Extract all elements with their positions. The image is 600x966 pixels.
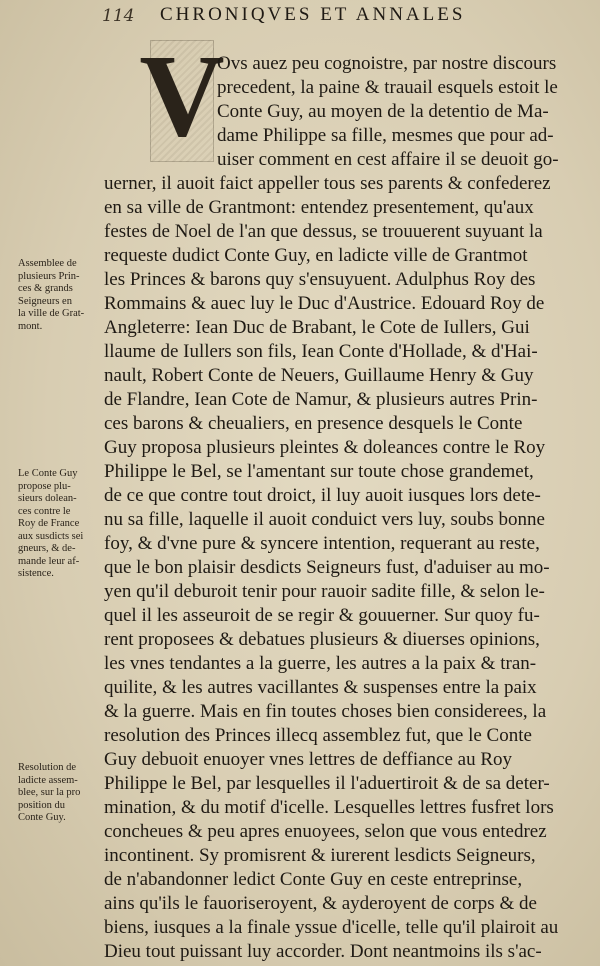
text-line: & la guerre. Mais en fin toutes choses bien considerees, la bbox=[104, 701, 547, 722]
text-line: dame Philippe sa fille, mesmes que pour ad- bbox=[217, 125, 554, 146]
text-line: Conte Guy, au moyen de la detentio de Ma- bbox=[217, 101, 549, 122]
text-line: resolution des Princes illecq assemblez fut, que le Conte bbox=[104, 725, 532, 746]
text-line: mination, & du motif d'icelle. Lesquelles lettres fusfret lors bbox=[104, 797, 554, 818]
text-line: Philippe le Bel, par lesquelles il l'aduertiroit & de sa deter- bbox=[104, 773, 550, 794]
text-line: concheues & peu apres enuoyees, selon que vous entedrez bbox=[104, 821, 547, 842]
margin-note-line: Conte Guy. bbox=[18, 812, 66, 823]
text-line: ains qu'ils le fauoriseroyent, & ayderoyent de corps & de bbox=[104, 893, 537, 914]
text-line: precedent, la paine & trauail esquels estoit le bbox=[217, 77, 558, 98]
margin-note-line: ces & grands bbox=[18, 283, 73, 294]
text-line: incontinent. Sy promisrent & iurerent lesdicts Seigneurs, bbox=[104, 845, 536, 866]
text-line: Guy debuoit enuoyer vnes lettres de deffiance au Roy bbox=[104, 749, 513, 770]
text-line: quilite, & les autres vacillantes & suspenses entre la paix bbox=[104, 677, 537, 698]
text-line: foy, & d'vne pure & syncere intention, requerant au reste, bbox=[104, 533, 540, 554]
margin-note-line: mande leur af- bbox=[18, 555, 80, 567]
text-line: que le bon plaisir desdicts Seigneurs fust, d'aduiser au mo- bbox=[104, 557, 550, 578]
margin-note-line: propose plu- bbox=[18, 480, 71, 492]
text-line: Guy proposa plusieurs pleintes & doleances contre le Roy bbox=[104, 437, 546, 458]
text-line: Rommains & auec luy le Duc d'Austrice. Edouard Roy de bbox=[104, 293, 545, 314]
text-line: requeste dudict Conte Guy, en ladicte ville de Grantmot bbox=[104, 245, 528, 266]
text-line: Angleterre: Iean Duc de Brabant, le Cote de Iullers, Gui bbox=[104, 317, 530, 338]
margin-note-line: ladicte assem- bbox=[18, 774, 78, 786]
margin-note-resolution bbox=[18, 762, 80, 825]
text-line: llaume de Iullers son fils, Iean Conte d'Hollade, & d'Hai- bbox=[104, 341, 538, 362]
margin-note-line: blee, sur la pro bbox=[18, 787, 81, 798]
decorated-initial: V bbox=[139, 30, 225, 161]
text-line: uiser comment en cest affaire il se deuoit go- bbox=[217, 149, 559, 170]
text-line: yen qu'il deburoit tenir pour rauoir sadite fille, & selon le- bbox=[104, 581, 545, 602]
text-line: Dieu tout puissant luy accorder. Dont neantmoins ils s'ac- bbox=[104, 941, 542, 962]
margin-note-grievances bbox=[18, 468, 83, 581]
text-line: rent proposees & debatues plusieurs & diuerses opinions, bbox=[104, 629, 540, 650]
margin-note-line: Assemblee de bbox=[18, 258, 77, 269]
text-line: Ovs auez peu cognoistre, par nostre discours bbox=[217, 53, 557, 74]
page-number: 114 bbox=[102, 6, 135, 26]
text-line: les vnes tendantes a la guerre, les autres a la paix & tran- bbox=[104, 653, 537, 674]
margin-note-assembly bbox=[18, 258, 84, 333]
text-line: de ce que contre tout droict, il luy auoit iusques lors dete- bbox=[104, 485, 541, 506]
text-line: uerner, il auoit faict appeller tous ses parents & confederez bbox=[104, 173, 551, 194]
text-line: quel il les asseuroit de se regir & gouuerner. Sur quoy fu- bbox=[104, 605, 540, 626]
text-line: festes de Noel de l'an que dessus, se trouuerent suyuant la bbox=[104, 221, 543, 242]
text-line: de Flandre, Iean Cote de Namur, & plusieurs autres Prin- bbox=[104, 389, 538, 410]
margin-note-line: Le Conte Guy bbox=[18, 468, 78, 479]
margin-note-line: mont. bbox=[18, 320, 43, 332]
margin-note-line: Seigneurs en bbox=[18, 295, 72, 307]
text-line: nu sa fille, laquelle il auoit conduict vers luy, soubs bonne bbox=[104, 509, 545, 530]
text-line: de n'abandonner ledict Conte Guy en ceste entreprinse, bbox=[104, 869, 523, 890]
text-line: en sa ville de Grantmont: entendez presentement, qu'aux bbox=[104, 197, 534, 218]
margin-note-line: plusieurs Prin- bbox=[18, 270, 80, 282]
margin-note-line: aux susdicts sei bbox=[18, 530, 84, 542]
running-title: CHRONIQVES ET ANNALES bbox=[160, 4, 466, 25]
margin-note-line: position du bbox=[18, 799, 65, 811]
text-line: biens, iusques a la finale yssue d'icelle, telle qu'il plairoit au bbox=[104, 917, 559, 938]
margin-note-line: sieurs dolean- bbox=[18, 493, 77, 504]
margin-note-line: Roy de France bbox=[18, 518, 80, 529]
margin-note-line: la ville de Grat- bbox=[18, 308, 85, 319]
text-line: Philippe le Bel, se l'amentant sur toute chose grandemet, bbox=[104, 461, 534, 482]
margin-note-line: sistence. bbox=[18, 568, 54, 579]
margin-note-line: gneurs, & de- bbox=[18, 543, 76, 554]
text-line: ces barons & cheualiers, en presence desquels le Conte bbox=[104, 413, 523, 434]
margin-note-line: Resolution de bbox=[18, 762, 77, 773]
text-line: nault, Robert Conte de Neuers, Guillaume Henry & Guy bbox=[104, 365, 534, 386]
margin-note-line: ces contre le bbox=[18, 505, 71, 517]
text-line: les Princes & barons quy s'ensuyuent. Adulphus Roy des bbox=[104, 269, 536, 290]
